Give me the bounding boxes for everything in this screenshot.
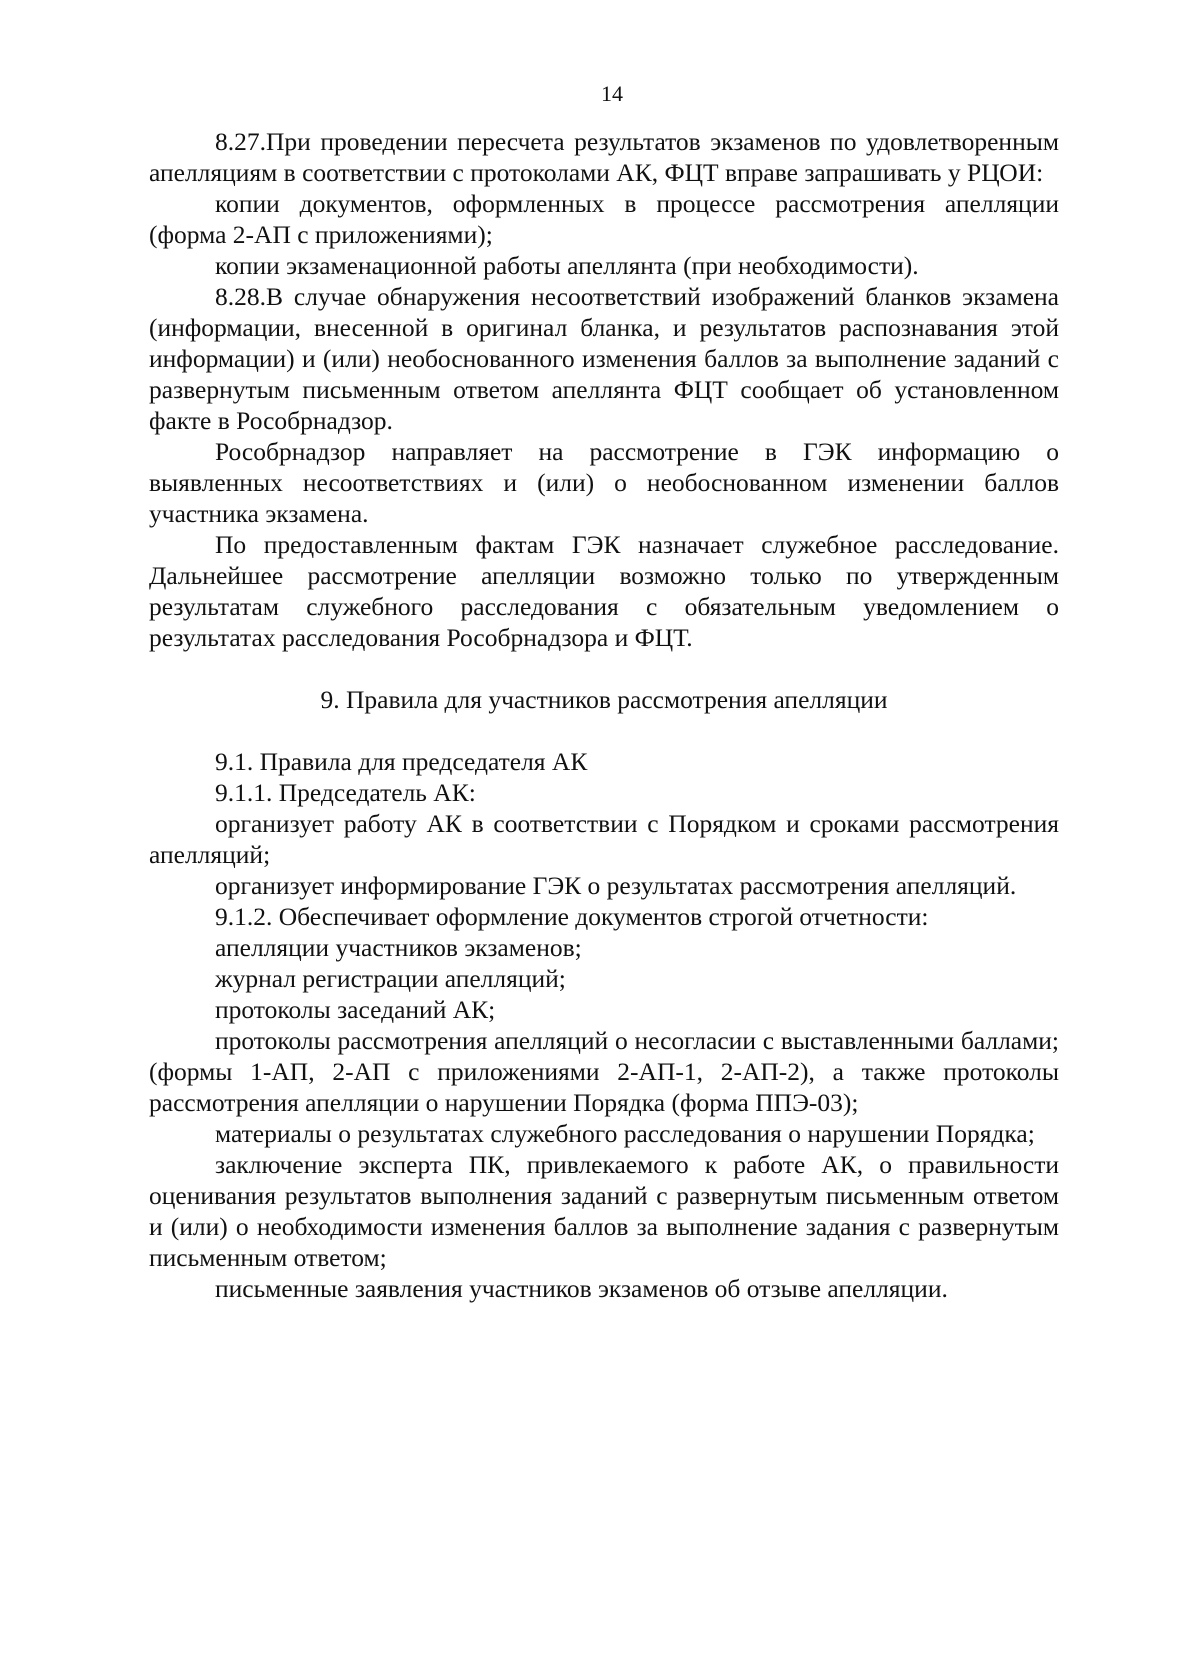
list-item-organizes-informing: организует информирование ГЭК о результатах рассмотрения апелляций. — [215, 871, 1017, 900]
list-item-appeals: апелляции участников экзаменов; — [215, 933, 582, 962]
paragraph-9-1-1: 9.1.1. Председатель АК: — [215, 778, 476, 807]
paragraph-8-28: 8.28.В случае обнаружения несоответствий изображений бланков экзамена (информации, внесенной в оригинал бланка, и результатов распознавания этой информации) и (или) необоснованного изменения баллов за выполнение заданий с развернутым письменным ответом апеллянта ФЦТ сообщает об установленном факте в Рособрнадзор. — [149, 282, 1059, 435]
page-number: 14 — [601, 81, 623, 106]
list-item-expert-conclusion: заключение эксперта ПК, привлекаемого к работе АК, о правильности оценивания результатов выполнения заданий с развернутым письменным ответом и (или) о необходимости изменения баллов за выполнение задания с развернутым письменным ответом; — [149, 1150, 1059, 1272]
paragraph-9-1: 9.1. Правила для председателя АК — [215, 747, 588, 776]
list-item-protocols-meetings: протоколы заседаний АК; — [215, 995, 496, 1024]
list-item-protocols-appeals: протоколы рассмотрения апелляций о несогласии с выставленными баллами; (формы 1-АП, 2-АП с приложениями 2-АП-1, 2-АП-2), а также протоколы рассмотрения апелляции о нарушении Порядка (форма ППЭ-03); — [149, 1026, 1059, 1117]
list-item-organizes-work: организует работу АК в соответствии с Порядком и сроками рассмотрения апелляций; — [149, 809, 1059, 869]
paragraph-9-1-2: 9.1.2. Обеспечивает оформление документов строгой отчетности: — [215, 902, 929, 931]
list-item-journal: журнал регистрации апелляций; — [215, 964, 566, 993]
document-page — [149, 82, 1059, 1304]
section-heading: 9. Правила для участников рассмотрения апелляции — [320, 685, 888, 714]
list-item-withdrawal-statements: письменные заявления участников экзаменов об отзыве апелляции. — [215, 1274, 948, 1303]
paragraph-investigation: По предоставленным фактам ГЭК назначает служебное расследование. Дальнейшее рассмотрение апелляции возможно только по утвержденным результатам служебного расследования с обязательным уведомлением о результатах расследования Рособрнадзора и ФЦТ. — [149, 530, 1059, 652]
paragraph-rosobrnadzor: Рособрнадзор направляет на рассмотрение в ГЭК информацию о выявленных несоответствиях и (или) о необоснованном изменении баллов участника экзамена. — [149, 437, 1059, 528]
paragraph-8-27: 8.27.При проведении пересчета результатов экзаменов по удовлетворенным апелляциям в соответствии с протоколами АК, ФЦТ вправе запрашивать у РЦОИ: — [149, 127, 1059, 187]
list-item-exam-copies: копии экзаменационной работы апеллянта (при необходимости). — [215, 251, 919, 280]
list-item-documents-copies: копии документов, оформленных в процессе рассмотрения апелляции (форма 2-АП с приложениями); — [149, 189, 1059, 249]
list-item-investigation-materials: материалы о результатах служебного расследования о нарушении Порядка; — [215, 1119, 1035, 1148]
